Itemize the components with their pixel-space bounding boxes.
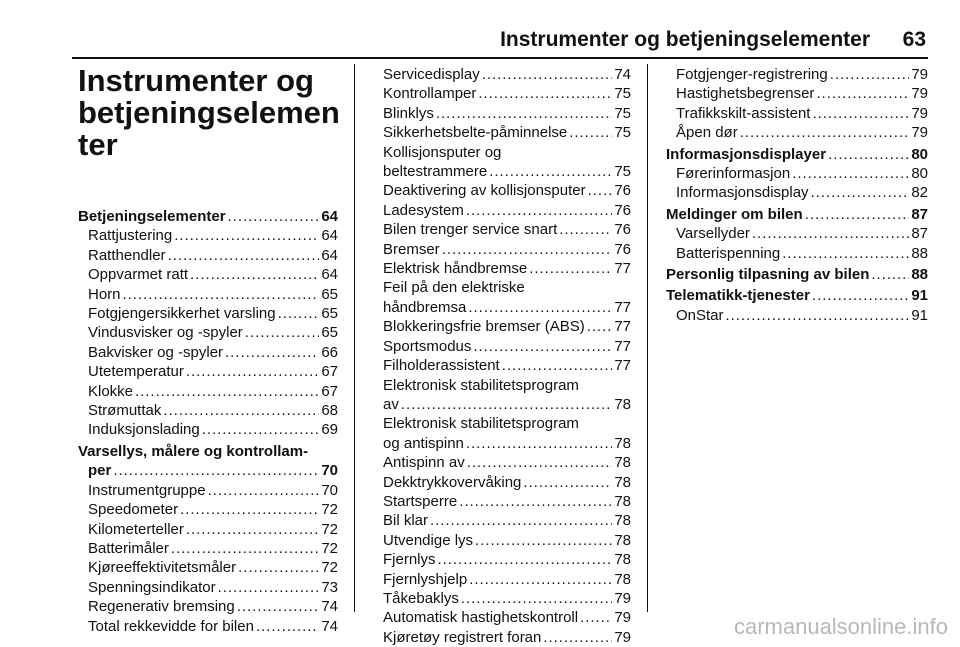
toc-entry-label: Blokkeringsfrie bremser (ABS) [383,318,585,336]
toc-entry-page: 69 [321,421,338,439]
toc-entry[interactable] [78,382,338,401]
toc-entry[interactable] [373,123,631,142]
dot-leader [805,205,910,224]
toc-entry-label-line1: Elektronisk stabilitetsprogram [383,415,579,433]
dot-leader [401,395,612,414]
column-divider [647,64,648,612]
dot-leader [180,500,319,519]
toc-entry-page: 79 [614,609,631,627]
toc-entry[interactable] [373,143,631,182]
toc-entry-page: 72 [321,520,338,538]
toc-entry[interactable] [666,205,928,224]
toc-entry[interactable] [78,420,338,439]
dot-leader [208,481,320,500]
toc-entry-page: 76 [614,240,631,258]
toc-entry[interactable] [373,220,631,239]
toc-entry-label: Kjøretøy registrert foran [383,628,542,646]
toc-entry-page: 78 [614,570,631,588]
toc-entry-label: Utvendige lys [383,531,474,549]
page-header [72,28,928,52]
toc-entry[interactable] [373,278,631,317]
dot-leader [461,589,612,608]
dot-leader [482,65,613,84]
toc-entry-page: 67 [321,363,338,381]
dot-leader [228,207,320,226]
toc-entry-page: 80 [911,165,928,183]
toc-entry[interactable] [78,304,338,323]
toc-entry-page: 79 [911,104,928,122]
toc-entry-page: 67 [321,382,338,400]
toc-entry[interactable] [78,500,338,519]
dot-leader [256,617,319,636]
toc-entry-page: 74 [321,598,338,616]
toc-entry-label: Regenerativ bremsing [88,598,235,616]
toc-entry[interactable] [666,145,928,164]
toc-entry-label: Speedometer [88,501,179,519]
toc-entry-label: Fjernlys [383,551,436,569]
toc-entry-label: Antispinn av [383,454,465,472]
toc-column-2 [373,65,631,647]
toc-entry-label: OnStar [676,306,724,324]
dot-leader [543,628,612,647]
toc-entry-page: 91 [911,287,928,305]
toc-entry-page: 66 [321,343,338,361]
toc-entry[interactable] [78,617,338,636]
toc-entry-label: Utetemperatur [88,363,184,381]
toc-entry-label: Dekktrykkovervåking [383,473,522,491]
toc-entry-page: 77 [614,318,631,336]
dot-leader [580,608,612,627]
dot-leader [237,597,320,616]
toc-entry-page: 75 [614,124,631,142]
toc-entry[interactable] [373,201,631,220]
dot-leader [459,492,612,511]
dot-leader [871,265,909,284]
dot-leader [174,226,319,245]
toc-entry-label: Varsellyder [676,225,750,243]
dot-leader [502,356,613,375]
toc-entry[interactable] [78,578,338,597]
dot-leader [740,123,910,142]
toc-list [78,207,338,636]
dot-leader [473,337,612,356]
toc-entry[interactable] [666,164,928,183]
toc-entry-page: 78 [614,434,631,452]
toc-entry-page: 78 [614,492,631,510]
dot-leader [186,520,319,539]
dot-leader [529,259,612,278]
toc-entry-page: 73 [321,578,338,596]
dot-leader [812,104,909,123]
toc-entry-label: Betjeningselementer [78,208,226,225]
chapter-title: Instrumenter og betjeningselementer [78,63,340,162]
toc-list [666,65,928,325]
dot-leader [792,164,909,183]
toc-entry-label: Hastighetsbegrenser [676,85,815,103]
toc-entry-page: 78 [614,531,631,549]
toc-entry-label: Sportsmodus [383,337,472,355]
toc-entry-label: per [88,462,112,480]
dot-leader [238,558,319,577]
toc-entry-page: 64 [321,227,338,245]
toc-entry-label: håndbremsa [383,298,467,316]
toc-entry-label: Total rekkevidde for bilen [88,617,254,635]
toc-entry[interactable] [78,226,338,245]
header-rule [72,57,928,59]
toc-entry-label: Induksjonslading [88,421,200,439]
toc-entry-page: 74 [321,617,338,635]
toc-entry-label: Filholderassistent [383,357,500,375]
toc-entry-page: 70 [321,462,338,480]
dot-leader [587,317,613,336]
dot-leader [726,306,910,325]
toc-entry-page: 78 [614,512,631,530]
toc-entry-page: 79 [911,66,928,83]
toc-entry-page: 79 [911,85,928,103]
toc-entry[interactable] [666,224,928,243]
dot-leader [752,224,909,243]
toc-entry[interactable] [78,265,338,284]
toc-entry-label: Klokke [88,382,134,400]
toc-entry-label: Rattjustering [88,227,173,245]
toc-entry[interactable] [373,628,631,647]
dot-leader [123,285,320,304]
toc-entry[interactable] [666,123,928,142]
toc-entry[interactable] [666,183,928,202]
toc-entry-label: Kjøreeffektivitetsmåler [88,559,237,577]
toc-entry[interactable] [373,511,631,530]
toc-entry-label: Instrumentgruppe [88,481,206,499]
toc-entry-label: Bremser [383,240,440,258]
toc-entry[interactable] [78,285,338,304]
toc-entry[interactable] [78,558,338,577]
dot-leader [163,401,319,420]
toc-entry-page: 78 [614,551,631,569]
toc-entry-page: 75 [614,104,631,122]
toc-entry[interactable] [78,481,338,500]
dot-leader [588,181,613,200]
dot-leader [245,323,320,342]
toc-entry[interactable] [78,343,338,362]
toc-entry[interactable] [78,442,338,481]
toc-entry-page: 77 [614,337,631,355]
toc-entry[interactable] [666,84,928,103]
toc-entry[interactable] [373,550,631,569]
dot-leader [113,461,319,480]
dot-leader [202,420,320,439]
toc-entry-label: Spenningsindikator [88,578,216,596]
toc-entry[interactable] [666,65,928,84]
toc-entry[interactable] [78,520,338,539]
toc-entry-label: Meldinger om bilen [666,205,803,223]
toc-entry-page: 77 [614,260,631,278]
toc-entry[interactable] [78,207,338,226]
toc-entry-page: 72 [321,539,338,557]
toc-entry-label: Informasjonsdisplayer [666,145,827,163]
dot-leader [828,145,909,164]
dot-leader [830,65,910,84]
toc-entry-label: av [383,395,399,413]
dot-leader [436,104,612,123]
toc-entry[interactable] [373,259,631,278]
toc-entry-page: 64 [321,266,338,284]
toc-entry-label: Batterispenning [676,244,781,262]
dot-leader [559,220,612,239]
toc-entry-page: 65 [321,285,338,303]
toc-entry[interactable] [373,356,631,375]
toc-entry[interactable] [666,306,928,325]
toc-entry[interactable] [373,317,631,336]
toc-entry-label: Førerinformasjon [676,165,791,183]
toc-entry[interactable] [373,376,631,415]
toc-entry-label: Bil klar [383,512,429,530]
toc-entry-page: 76 [614,201,631,219]
toc-entry[interactable] [373,414,631,453]
column-divider [354,64,355,612]
toc-entry-label: og antispinn [383,434,464,452]
page-number: 63 [902,28,926,51]
dot-leader [466,434,612,453]
toc-entry-page: 65 [321,305,338,323]
dot-leader [171,539,319,558]
toc-entry[interactable] [78,323,338,342]
dot-leader [811,183,910,202]
toc-entry[interactable] [666,265,928,284]
dot-leader [469,570,612,589]
toc-entry-page: 72 [321,559,338,577]
toc-entry[interactable] [373,453,631,472]
dot-leader [190,265,319,284]
dot-leader [438,550,613,569]
toc-entry-page: 82 [911,184,928,202]
toc-entry[interactable] [373,84,631,103]
toc-entry-page: 79 [911,124,928,142]
toc-entry-label: Batterimåler [88,539,169,557]
toc-entry[interactable] [78,539,338,558]
dot-leader [225,343,319,362]
toc-entry[interactable] [666,244,928,263]
dot-leader [523,473,612,492]
dot-leader [467,453,613,472]
toc-entry-label: Vindusvisker og -spyler [88,324,243,342]
toc-entry-label: Åpen dør [676,124,738,142]
toc-entry-label: Informasjonsdisplay [676,184,809,202]
dot-leader [782,244,909,263]
toc-entry-label-line1: Kollisjonsputer og [383,143,502,161]
toc-entry-label: beltestrammere [383,163,488,181]
dot-leader [442,240,613,259]
toc-entry-label: Fjernlyshjelp [383,570,468,588]
toc-entry-page: 78 [614,395,631,413]
toc-entry-page: 76 [614,182,631,200]
toc-entry[interactable] [78,246,338,265]
toc-entry[interactable] [373,337,631,356]
dot-leader [278,304,320,323]
toc-entry-page: 70 [321,481,338,499]
toc-entry[interactable] [373,531,631,550]
toc-entry[interactable] [373,589,631,608]
toc-column-1 [78,65,338,636]
toc-entry-page: 68 [321,402,338,420]
toc-entry-label: Servicedisplay [383,66,480,83]
toc-entry[interactable] [78,362,338,381]
toc-entry-label-line1: Elektronisk stabilitetsprogram [383,376,579,394]
toc-entry-page: 75 [614,163,631,181]
toc-entry-page: 75 [614,85,631,103]
toc-entry-page: 88 [911,244,928,262]
toc-entry-page: 64 [321,208,338,225]
toc-entry-label: Tåkebaklys [383,589,459,607]
toc-entry-label: Strømuttak [88,402,162,420]
toc-entry[interactable] [666,104,928,123]
toc-entry-label: Ratthendler [88,246,166,264]
toc-entry[interactable] [373,492,631,511]
toc-entry-page: 78 [614,473,631,491]
toc-entry-page: 87 [911,205,928,223]
toc-entry-page: 87 [911,225,928,243]
toc-entry[interactable] [373,608,631,627]
toc-entry[interactable] [373,104,631,123]
toc-entry-label: Telematikk-tjenester [666,287,810,305]
toc-entry-label: Blinklys [383,104,434,122]
toc-entry-label-line1: Varsellys, målere og kontrollam- [78,442,309,460]
toc-entry-page: 64 [321,246,338,264]
toc-entry-label: Kilometerteller [88,520,184,538]
toc-entry-label: Startsperre [383,492,458,510]
toc-entry-page: 79 [614,589,631,607]
toc-entry-label-line1: Feil på den elektriske [383,279,525,297]
running-header-title: Instrumenter og betjeningselementer [500,28,870,51]
toc-entry-page: 65 [321,324,338,342]
toc-entry-page: 91 [911,306,928,324]
dot-leader [569,123,612,142]
dot-leader [489,162,612,181]
dot-leader [186,362,319,381]
toc-entry-label: Bilen trenger service snart [383,221,558,239]
watermark: carmanualsonline.info [733,614,948,639]
dot-leader [478,84,612,103]
dot-leader [135,382,319,401]
dot-leader [812,286,909,305]
dot-leader [168,246,320,265]
dot-leader [475,531,612,550]
toc-entry-label: Ladesystem [383,201,464,219]
toc-entry[interactable] [78,597,338,616]
toc-entry-page: 72 [321,501,338,519]
toc-entry-label: Bakvisker og -spyler [88,343,224,361]
toc-entry[interactable] [78,401,338,420]
toc-entry-label: Horn [88,285,121,303]
toc-entry-page: 78 [614,454,631,472]
toc-entry-label: Trafikkskilt-assistent [676,104,811,122]
dot-leader [466,201,612,220]
toc-entry-label: Fotgjengersikkerhet varsling [88,305,276,323]
dot-leader [468,298,612,317]
dot-leader [430,511,612,530]
toc-entry-page: 77 [614,298,631,316]
toc-entry-page: 76 [614,221,631,239]
dot-leader [218,578,320,597]
toc-entry-label: Kontrollamper [383,85,477,103]
toc-entry-label: Fotgjenger-registrering [676,66,828,83]
toc-entry-label: Elektrisk håndbremse [383,260,528,278]
toc-entry-page: 80 [911,145,928,163]
toc-entry[interactable] [373,65,631,84]
toc-entry-label: Deaktivering av kollisjonsputer [383,182,586,200]
toc-entry-page: 88 [911,266,928,284]
toc-entry-page: 77 [614,357,631,375]
toc-entry[interactable] [666,286,928,305]
toc-entry-label: Personlig tilpasning av bilen [666,266,870,284]
toc-entry[interactable] [373,181,631,200]
toc-entry-page: 74 [614,66,631,83]
toc-entry-label: Automatisk hastighetskontroll [383,609,579,627]
toc-entry[interactable] [373,570,631,589]
toc-entry-label: Oppvarmet ratt [88,266,189,284]
toc-entry[interactable] [373,473,631,492]
toc-entry-label: Sikkerhetsbelte-påminnelse [383,124,568,142]
toc-entry-page: 79 [614,628,631,646]
toc-list [373,65,631,647]
toc-column-3 [666,65,928,325]
dot-leader [816,84,909,103]
toc-entry[interactable] [373,240,631,259]
